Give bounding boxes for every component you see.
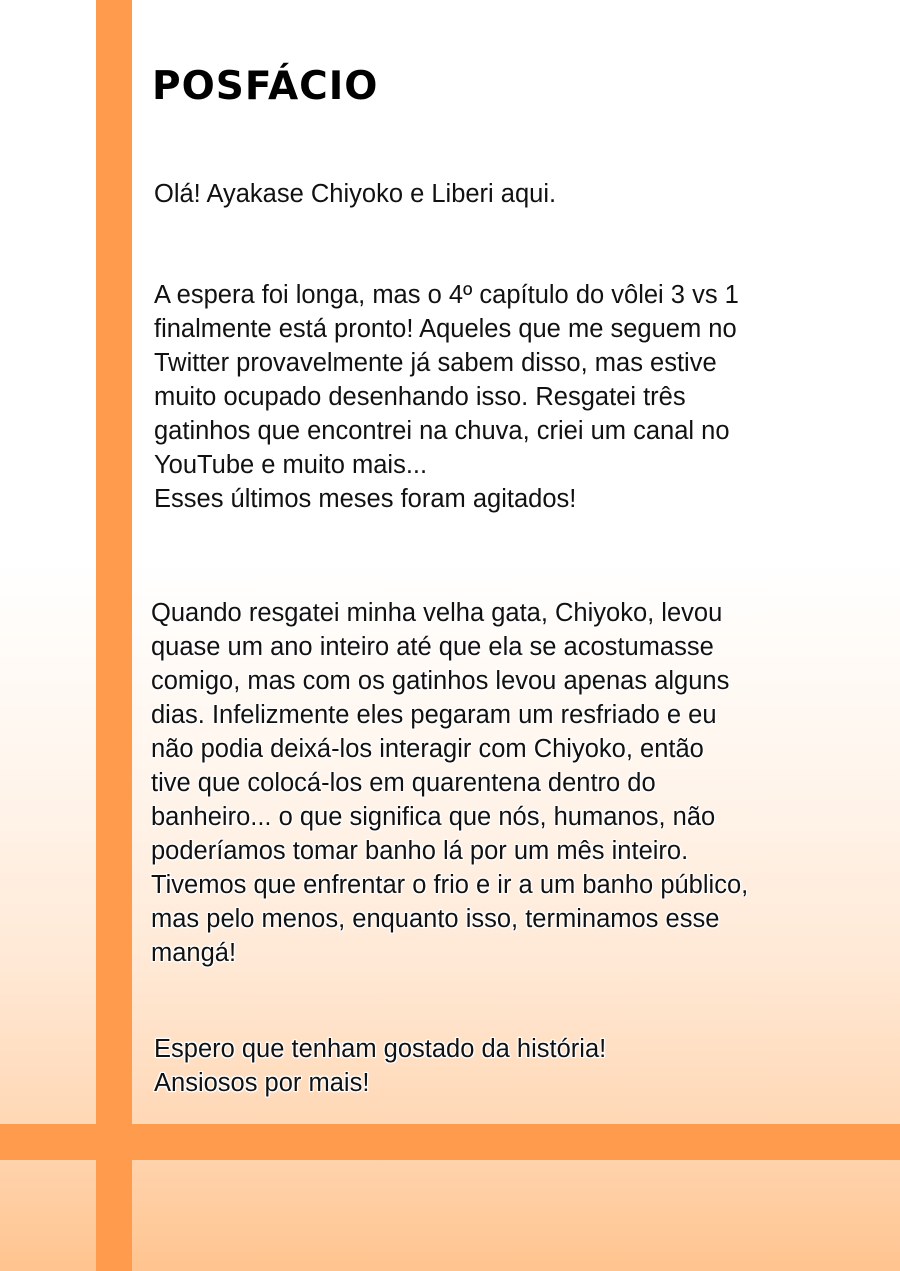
closing-paragraph: Espero que tenham gostado da história! Ansiosos por mais! [154, 1035, 607, 1097]
greeting-paragraph: Olá! Ayakase Chiyoko e Liberi aqui. [154, 180, 557, 208]
cats-paragraph: Quando resgatei minha velha gata, Chiyoko, levou quase um ano inteiro até que ela se acostumasse comigo, mas com os gatinhos levou apenas alguns dias. Infelizmente eles pegaram um resfriado e eu não podia deixá-los interagir com Chiyoko, então tive que colocá-los em quarentena dentro do banheiro... o que significa que nós, humanos, não poderíamos tomar banho lá por um mês inteiro. Tivemos que enfrentar o frio e ir a um banho público, mas pelo menos, enquanto isso, terminamos esse mangá! [151, 599, 749, 967]
update-paragraph: A espera foi longa, mas o 4º capítulo do vôlei 3 vs 1 finalmente está pronto! Aqueles que me seguem no Twitter provavelmente já sabem disso, mas estive muito ocupado desenhando isso. Resgatei três gatinhos que encontrei na chuva, criei um canal no YouTube e muito mais... Esses últimos meses foram agitados! [154, 281, 739, 513]
horizontal-orange-stripe [0, 1124, 900, 1160]
vertical-orange-stripe [96, 0, 132, 1271]
page-title: POSFÁCIO [152, 64, 379, 109]
